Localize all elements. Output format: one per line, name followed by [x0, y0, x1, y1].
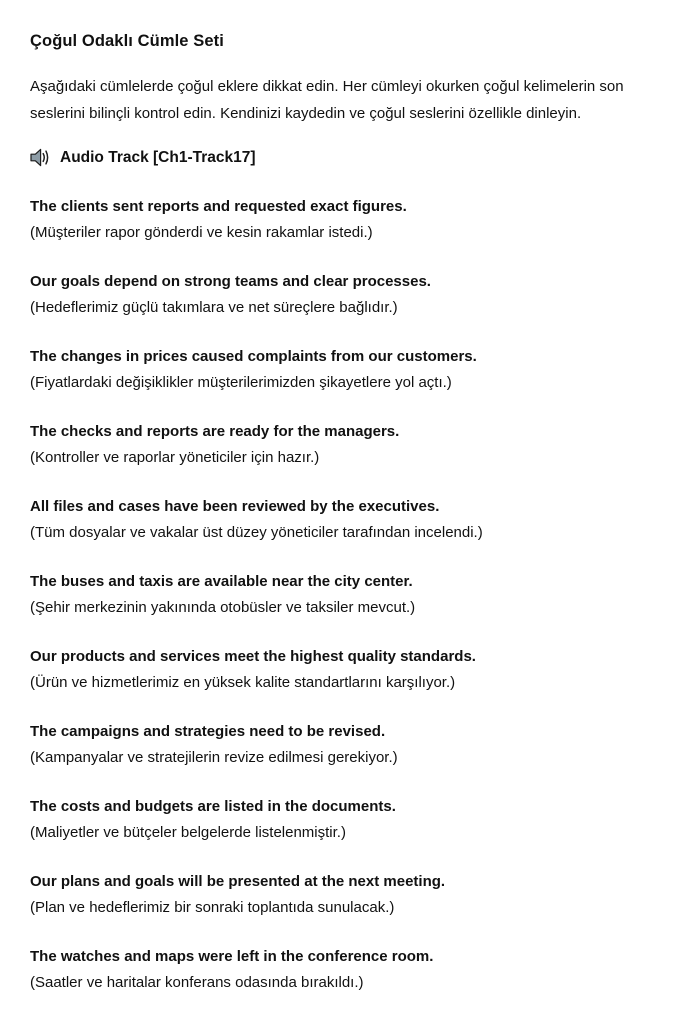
english-sentence: The checks and reports are ready for the managers. [30, 423, 400, 440]
turkish-translation: (Ürün ve hizmetlerimiz en yüksek kalite standartlarını karşılıyor.) [30, 674, 456, 691]
sentence-pair [30, 494, 666, 546]
english-sentence: Our plans and goals will be presented at the next meeting. [30, 873, 446, 890]
turkish-translation: (Fiyatlardaki değişiklikler müşterilerimizden şikayetlere yol açtı.) [30, 374, 452, 391]
turkish-translation: (Kampanyalar ve stratejilerin revize edilmesi gerekiyor.) [30, 749, 398, 766]
turkish-translation: (Şehir merkezinin yakınında otobüsler ve taksiler mevcut.) [30, 599, 416, 616]
sentence-pair [30, 794, 666, 846]
sentence-list [30, 194, 666, 996]
english-sentence: Our goals depend on strong teams and clear processes. [30, 273, 431, 290]
page-title: Çoğul Odaklı Cümle Seti [30, 32, 224, 50]
turkish-translation: (Kontroller ve raporlar yöneticiler için hazır.) [30, 449, 320, 466]
english-sentence: The watches and maps were left in the conference room. [30, 948, 434, 965]
sentence-pair [30, 644, 666, 696]
sentence-pair [30, 269, 666, 321]
turkish-translation: (Plan ve hedeflerimiz bir sonraki toplantıda sunulacak.) [30, 899, 395, 916]
audio-track-label: Audio Track [Ch1-Track17] [60, 148, 256, 166]
turkish-translation: (Tüm dosyalar ve vakalar üst düzey yöneticiler tarafından incelendi.) [30, 524, 483, 541]
english-sentence: The clients sent reports and requested exact figures. [30, 198, 407, 215]
audio-track-row [30, 148, 666, 167]
turkish-translation: (Maliyetler ve bütçeler belgelerde listelenmiştir.) [30, 824, 346, 841]
intro-paragraph: Aşağıdaki cümlelerde çoğul eklere dikkat edin. Her cümleyi okurken çoğul kelimelerin son seslerini bilinçli kontrol edin. Kendinizi kaydedin ve çoğul seslerini özellikle dinleyin. [30, 78, 624, 122]
sentence-pair [30, 944, 666, 996]
english-sentence: All files and cases have been reviewed by the executives. [30, 498, 440, 515]
turkish-translation: (Saatler ve haritalar konferans odasında bırakıldı.) [30, 974, 364, 991]
english-sentence: The changes in prices caused complaints from our customers. [30, 348, 477, 365]
english-sentence: Our products and services meet the highest quality standards. [30, 648, 476, 665]
english-sentence: The buses and taxis are available near the city center. [30, 573, 413, 590]
sentence-pair [30, 719, 666, 771]
english-sentence: The campaigns and strategies need to be revised. [30, 723, 386, 740]
sentence-pair [30, 569, 666, 621]
sentence-pair [30, 419, 666, 471]
sentence-pair [30, 869, 666, 921]
english-sentence: The costs and budgets are listed in the documents. [30, 798, 396, 815]
turkish-translation: (Hedeflerimiz güçlü takımlara ve net süreçlere bağlıdır.) [30, 299, 398, 316]
sentence-pair [30, 344, 666, 396]
speaker-icon [30, 148, 51, 167]
sentence-pair [30, 194, 666, 246]
turkish-translation: (Müşteriler rapor gönderdi ve kesin rakamlar istedi.) [30, 224, 373, 241]
